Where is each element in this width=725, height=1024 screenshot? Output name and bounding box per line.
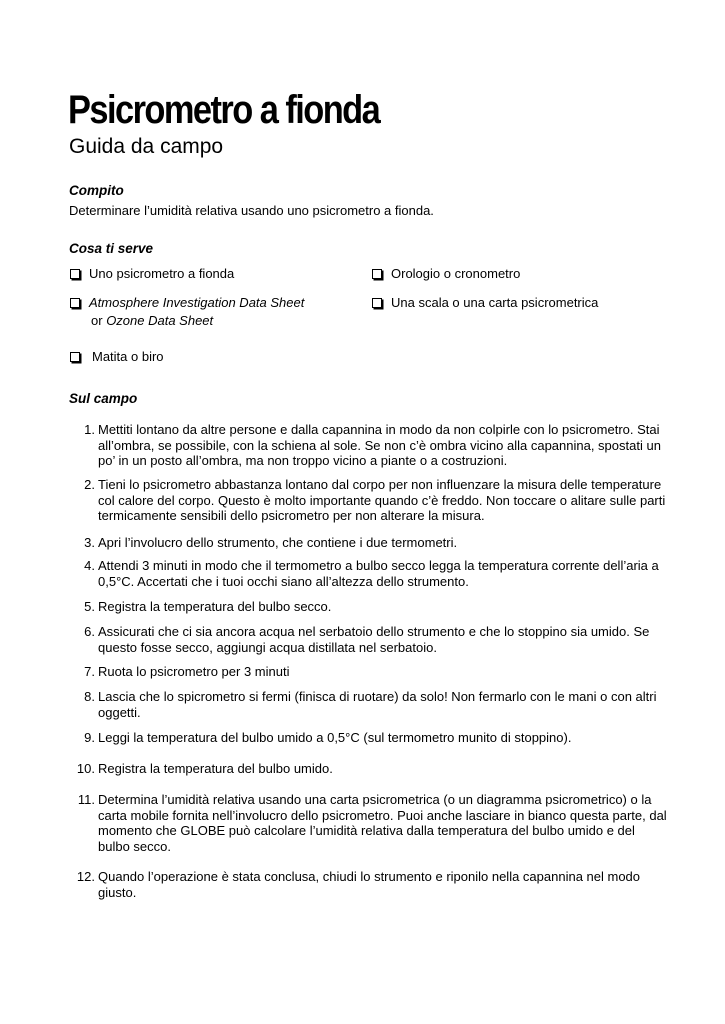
material-item	[70, 348, 164, 366]
checkbox-icon	[70, 352, 80, 362]
step-number: 12.	[76, 869, 95, 884]
page-subtitle: Guida da campo	[69, 135, 224, 158]
step-number: 8.	[84, 689, 95, 704]
step-text: Assicurati che ci sia ancora acqua nel serbatoio dello strumento e che lo stoppino sia umido. Se questo fosse secco, aggiungi acqua distillata nel serbatoio.	[98, 624, 650, 655]
task-text: Determinare l’umidità relativa usando uno psicrometro a fionda.	[69, 203, 434, 218]
step-number: 1.	[84, 422, 95, 437]
material-label: Uno psicrometro a fionda	[89, 266, 235, 281]
step-text: Registra la temperatura del bulbo secco.	[98, 599, 332, 614]
task-heading: Compito	[69, 183, 124, 198]
material-item	[70, 265, 234, 283]
material-item	[372, 265, 520, 283]
step-text: Determina l’umidità relativa usando una carta psicrometrica (o un diagramma psicrometrico) o la carta mobile fornita nell’involucro dello psicrometro. Puoi anche lasciare in bianco questa parte, dal momento che GLOBE può calcolare l’umidità relativa dalla temperatura del bulbo umido e del bulbo secco.	[98, 792, 667, 854]
material-label-alt: Ozone Data Sheet	[106, 313, 214, 328]
checkbox-icon	[70, 298, 80, 308]
material-label: Orologio o cronometro	[391, 266, 521, 281]
step-number: 11.	[77, 792, 95, 807]
step-text: Quando l’operazione è stata conclusa, chiudi lo strumento e riponilo nella capannina nel modo giusto.	[98, 869, 641, 900]
material-connector: or	[91, 313, 103, 328]
step-number: 9.	[84, 730, 95, 745]
step-text: Leggi la temperatura del bulbo umido a 0,5°C (sul termometro munito di stoppino).	[98, 730, 572, 745]
step-number: 2.	[84, 477, 95, 492]
step-number: 4.	[84, 558, 95, 573]
checkbox-icon	[70, 269, 80, 279]
step-text: Tieni lo psicrometro abbastanza lontano dal corpo per non influenzare la misura delle temperature col calore del corpo. Questo è molto importante quando c’è freddo. Non toccare o alitare sulle parti termicamente sensibili dello psicrometro per non alterare la misura.	[98, 477, 666, 523]
materials-heading: Cosa ti serve	[69, 241, 154, 256]
step-text: Lascia che lo spicrometro si fermi (finisca di ruotare) da solo! Non fermarlo con le mani o con altri oggetti.	[98, 689, 657, 720]
checkbox-icon	[372, 269, 382, 279]
checkbox-icon	[372, 298, 382, 308]
page-title: Psicrometro a fionda	[68, 88, 380, 132]
step-number: 6.	[84, 624, 95, 639]
material-item	[70, 294, 304, 312]
material-label: Una scala o una carta psicrometrica	[391, 295, 599, 310]
material-item	[372, 294, 598, 312]
material-label-continuation	[91, 312, 213, 330]
step-number: 3.	[84, 535, 95, 550]
step-number: 10.	[76, 761, 95, 776]
step-text: Registra la temperatura del bulbo umido.	[98, 761, 333, 776]
step-number: 5.	[84, 599, 95, 614]
step-text: Attendi 3 minuti in modo che il termometro a bulbo secco legga la temperatura corrente dell’aria a 0,5°C. Accertati che i tuoi occhi siano all’altezza dello strumento.	[98, 558, 659, 589]
step-text: Apri l’involucro dello strumento, che contiene i due termometri.	[98, 535, 458, 550]
material-label: Matita o biro	[92, 349, 164, 364]
step-text: Ruota lo psicrometro per 3 minuti	[98, 664, 290, 679]
step-number: 7.	[84, 664, 95, 679]
material-label: Atmosphere Investigation Data Sheet	[89, 295, 305, 310]
field-heading: Sul campo	[69, 391, 138, 406]
step-text: Mettiti lontano da altre persone e dalla capannina in modo da non colpirle con lo psicrometro. Stai all’ombra, se possibile, con la schiena al sole. Se non c’è ombra vicino alla capannina, spostati un po’ in un posto all’ombra, ma non troppo vicino a piante o a costruzioni.	[98, 422, 661, 468]
